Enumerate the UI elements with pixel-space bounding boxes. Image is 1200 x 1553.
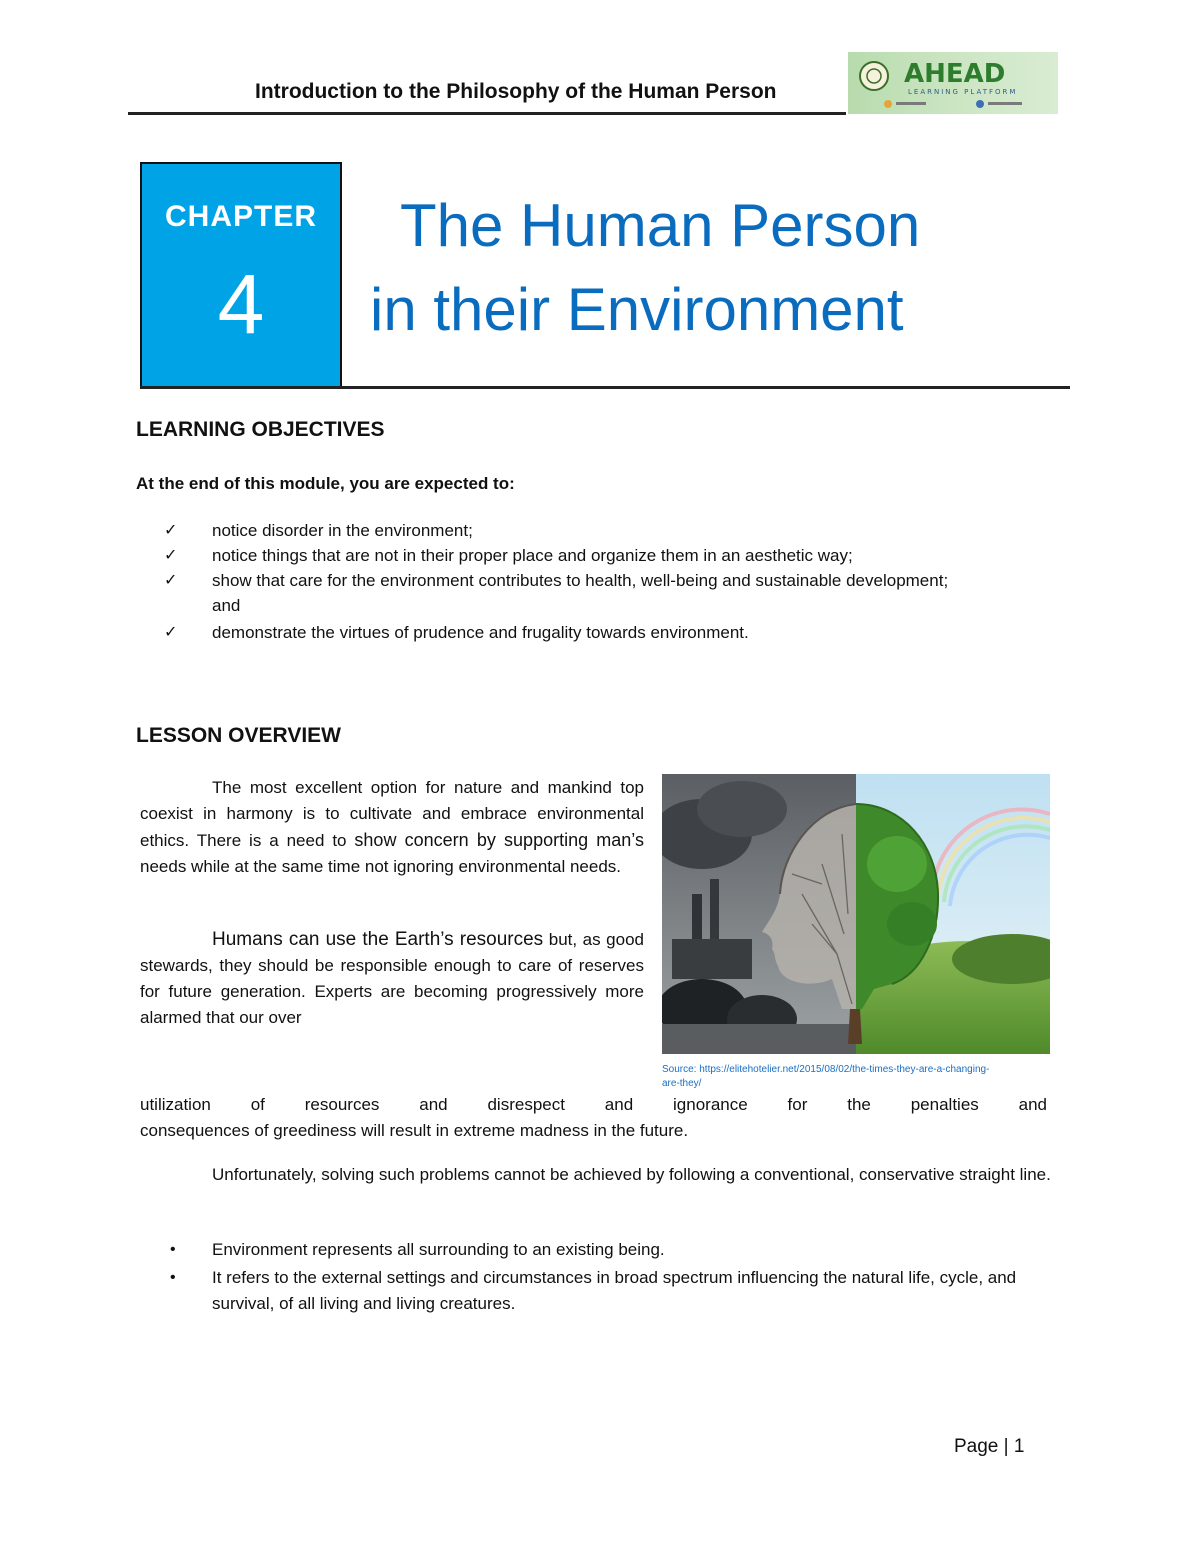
page-number: Page | 1: [954, 1436, 1025, 1457]
objective-item: ✓ demonstrate the virtues of prudence and frugality towards environment.: [164, 620, 984, 645]
document-header-title: Introduction to the Philosophy of the Human Person: [255, 80, 777, 103]
objectives-intro: At the end of this module, you are expected to:: [136, 474, 515, 493]
chapter-divider: [140, 386, 1070, 389]
objectives-list: [164, 518, 984, 645]
chapter-title-line-2: in their Environment: [370, 276, 904, 343]
logo-wordmark: AHEAD: [904, 59, 1006, 89]
bullet-icon: •: [170, 1269, 176, 1286]
chapter-number: 4: [217, 257, 265, 351]
checkmark-icon: ✓: [164, 522, 178, 539]
bullet-icon: •: [170, 1241, 176, 1258]
objective-item: ✓ show that care for the environment contributes to health, well-being and sustainable development; and: [164, 568, 984, 618]
environment-bullets: [170, 1237, 1050, 1319]
overview-paragraph-2: Humans can use the Earth’s resources but, as good stewards, they should be responsible enough to care of reserves for future generation. Experts are becoming progressively more alarmed that our over: [140, 929, 644, 1027]
checkmark-icon: ✓: [164, 547, 178, 564]
environment-illustration: [662, 774, 1050, 1054]
ahead-logo: [848, 52, 1058, 114]
chapter-label: CHAPTER: [164, 200, 317, 233]
objective-item: ✓ notice things that are not in their proper place and organize them in an aesthetic way;: [164, 543, 984, 568]
checkmark-icon: ✓: [164, 572, 178, 589]
learning-objectives-heading: LEARNING OBJECTIVES: [136, 418, 385, 441]
overview-paragraph-4: Unfortunately, solving such problems cannot be achieved by following a conventional, conservative straight line.: [212, 1165, 1051, 1184]
overview-paragraph-1: The most excellent option for nature and mankind top coexist in harmony is to cultivate and embrace environmental ethics. There is a need to show concern by supporting man’s needs while at the same time not ignoring environmental needs.: [140, 778, 644, 876]
checkmark-icon: ✓: [164, 624, 178, 641]
overview-paragraph-3-line-2: consequences of greediness will result in extreme madness in the future.: [140, 1121, 689, 1140]
header-divider: [128, 112, 846, 115]
chapter-title-line-1: The Human Person: [400, 192, 921, 259]
image-source-caption: Source: https://elitehotelier.net/2015/08/02/the-times-they-are-a-changing-are-they/: [662, 1064, 990, 1089]
logo-subtext: LEARNING PLATFORM: [908, 88, 1018, 96]
objective-item: ✓ notice disorder in the environment;: [164, 518, 984, 543]
lesson-overview-heading: LESSON OVERVIEW: [136, 724, 341, 747]
overview-paragraph-3-line-1: utilization of resources and disrespect and ignorance for the penalties and: [140, 1095, 1047, 1114]
bullet-item: • Environment represents all surrounding to an existing being.: [170, 1237, 1050, 1263]
bullet-item: • It refers to the external settings and circumstances in broad spectrum influencing the natural life, cycle, and survival, of all living and living creatures.: [170, 1265, 1050, 1317]
